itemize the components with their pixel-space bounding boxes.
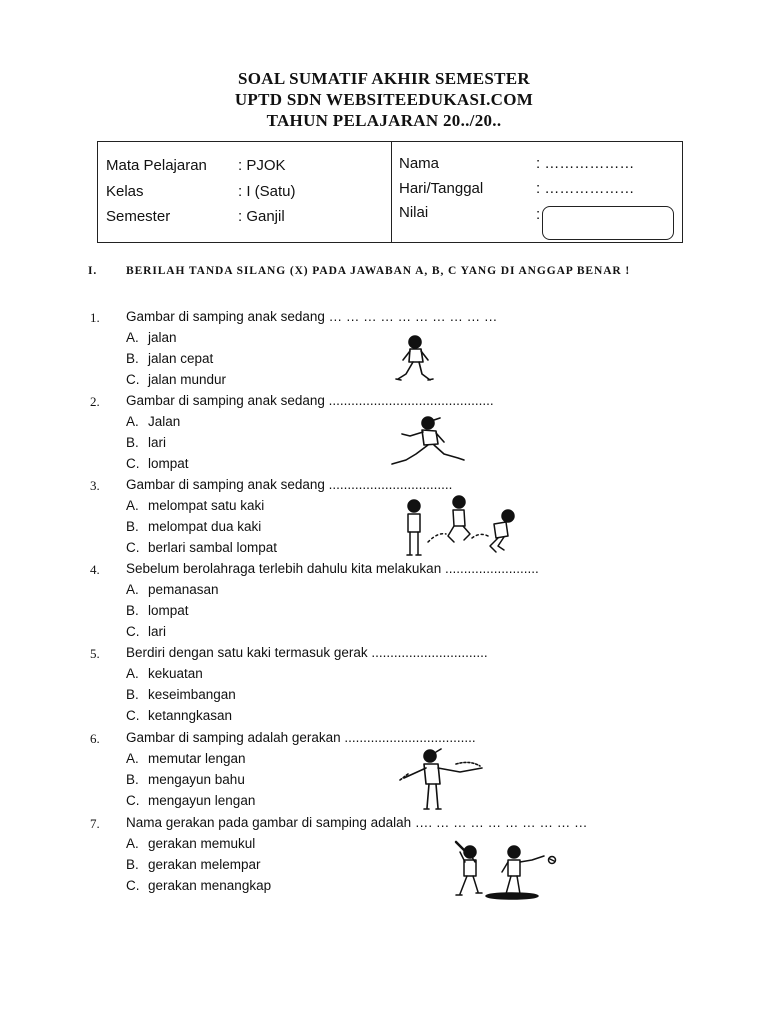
question-number: 2. bbox=[90, 394, 100, 409]
semester-label: Semester bbox=[106, 208, 171, 225]
option-text: pemanasan bbox=[148, 582, 219, 597]
name-field[interactable]: : ……………… bbox=[536, 155, 635, 172]
option-text: gerakan menangkap bbox=[148, 878, 272, 893]
option-b[interactable] bbox=[126, 603, 189, 618]
option-b[interactable] bbox=[126, 857, 261, 872]
option-letter: C. bbox=[126, 708, 140, 723]
option-text: gerakan memukul bbox=[148, 836, 256, 851]
option-letter: B. bbox=[126, 519, 139, 534]
option-a[interactable] bbox=[126, 836, 255, 851]
option-c[interactable] bbox=[126, 540, 277, 555]
option-a[interactable] bbox=[126, 666, 203, 681]
option-letter: A. bbox=[126, 330, 139, 345]
header-school: UPTD SDN WEBSITEEDUKASI.COM bbox=[234, 90, 534, 109]
subject-label: Mata Pelajaran bbox=[106, 157, 207, 174]
option-letter: A. bbox=[126, 414, 139, 429]
header-title: SOAL SUMATIF AKHIR SEMESTER bbox=[238, 69, 530, 88]
class-value: : I (Satu) bbox=[238, 183, 296, 200]
option-text: Jalan bbox=[148, 414, 181, 429]
option-a[interactable] bbox=[126, 498, 264, 513]
option-b[interactable] bbox=[126, 519, 261, 534]
question-text: Gambar di samping adalah gerakan ................................... bbox=[126, 730, 476, 745]
option-letter: B. bbox=[126, 603, 139, 618]
option-text: jalan bbox=[148, 330, 177, 345]
question-text: Berdiri dengan satu kaki termasuk gerak ............................... bbox=[126, 645, 488, 660]
option-text: memutar lengan bbox=[148, 751, 246, 766]
option-text: keseimbangan bbox=[148, 687, 236, 702]
walking-child-icon bbox=[388, 334, 438, 386]
option-letter: A. bbox=[126, 836, 139, 851]
question-number: 3. bbox=[90, 478, 100, 493]
option-letter: B. bbox=[126, 772, 139, 787]
question-text: Nama gerakan pada gambar di samping adalah …. … … … … … … … … … bbox=[126, 815, 588, 830]
option-text: ketanngkasan bbox=[148, 708, 233, 723]
running-child-icon bbox=[386, 414, 470, 472]
option-text: gerakan melempar bbox=[148, 857, 261, 872]
option-b[interactable] bbox=[126, 435, 166, 450]
option-b[interactable] bbox=[126, 772, 245, 787]
option-letter: B. bbox=[126, 435, 139, 450]
option-letter: C. bbox=[126, 540, 140, 555]
question-number: 6. bbox=[90, 731, 100, 746]
option-b[interactable] bbox=[126, 687, 236, 702]
option-c[interactable] bbox=[126, 372, 226, 387]
semester-value: : Ganjil bbox=[238, 208, 285, 225]
question-number: 4. bbox=[90, 562, 100, 577]
option-c[interactable] bbox=[126, 708, 232, 723]
option-b[interactable] bbox=[126, 351, 213, 366]
option-text: lari bbox=[148, 435, 167, 450]
option-text: lompat bbox=[148, 456, 189, 471]
option-c[interactable] bbox=[126, 624, 166, 639]
option-c[interactable] bbox=[126, 878, 271, 893]
header-year: TAHUN PELAJARAN 20../20.. bbox=[266, 111, 502, 130]
option-letter: C. bbox=[126, 456, 140, 471]
option-text: melompat dua kaki bbox=[148, 519, 262, 534]
score-box[interactable] bbox=[542, 206, 674, 240]
option-text: berlari sambal lompat bbox=[148, 540, 278, 555]
option-a[interactable] bbox=[126, 330, 177, 345]
student-info-box bbox=[97, 141, 683, 243]
option-text: jalan mundur bbox=[148, 372, 227, 387]
question-number: 5. bbox=[90, 646, 100, 661]
option-a[interactable] bbox=[126, 414, 180, 429]
class-label: Kelas bbox=[106, 183, 144, 200]
option-letter: A. bbox=[126, 582, 139, 597]
option-letter: C. bbox=[126, 624, 140, 639]
option-a[interactable] bbox=[126, 582, 219, 597]
arm-swing-child-icon bbox=[396, 746, 488, 814]
jumping-children-icon bbox=[398, 494, 524, 560]
name-label: Nama bbox=[399, 155, 440, 172]
option-text: mengayun bahu bbox=[148, 772, 245, 787]
instruction-number: I. bbox=[88, 265, 98, 277]
option-text: jalan cepat bbox=[148, 351, 214, 366]
question-text: Gambar di samping anak sedang ............................................ bbox=[126, 393, 494, 408]
date-field[interactable]: : ……………… bbox=[536, 180, 635, 197]
question-number: 7. bbox=[90, 816, 100, 831]
option-text: mengayun lengan bbox=[148, 793, 256, 808]
question-text: Gambar di samping anak sedang ................................. bbox=[126, 477, 453, 492]
option-letter: C. bbox=[126, 372, 140, 387]
option-letter: B. bbox=[126, 351, 139, 366]
baseball-children-icon bbox=[440, 838, 562, 900]
option-letter: C. bbox=[126, 793, 140, 808]
option-text: lari bbox=[148, 624, 167, 639]
info-divider bbox=[391, 142, 392, 242]
question-text: Gambar di samping anak sedang … … … … … … … … … … bbox=[126, 309, 498, 324]
date-label: Hari/Tanggal bbox=[399, 180, 484, 197]
option-letter: B. bbox=[126, 857, 139, 872]
subject-value: : PJOK bbox=[238, 157, 286, 174]
score-colon: : bbox=[536, 206, 541, 223]
instruction-text: BERILAH TANDA SILANG (X) PADA JAWABAN A, B, C YANG DI ANGGAP BENAR ! bbox=[126, 265, 631, 277]
option-letter: B. bbox=[126, 687, 139, 702]
option-a[interactable] bbox=[126, 751, 246, 766]
score-label: Nilai bbox=[399, 204, 429, 221]
option-text: kekuatan bbox=[148, 666, 203, 681]
option-c[interactable] bbox=[126, 456, 189, 471]
option-text: melompat satu kaki bbox=[148, 498, 265, 513]
question-number: 1. bbox=[90, 310, 100, 325]
option-letter: A. bbox=[126, 751, 139, 766]
question-text: Sebelum berolahraga terlebih dahulu kita melakukan ......................... bbox=[126, 561, 539, 576]
option-c[interactable] bbox=[126, 793, 255, 808]
option-letter: C. bbox=[126, 878, 140, 893]
document-header bbox=[0, 68, 768, 131]
option-text: lompat bbox=[148, 603, 189, 618]
option-letter: A. bbox=[126, 498, 139, 513]
option-letter: A. bbox=[126, 666, 139, 681]
